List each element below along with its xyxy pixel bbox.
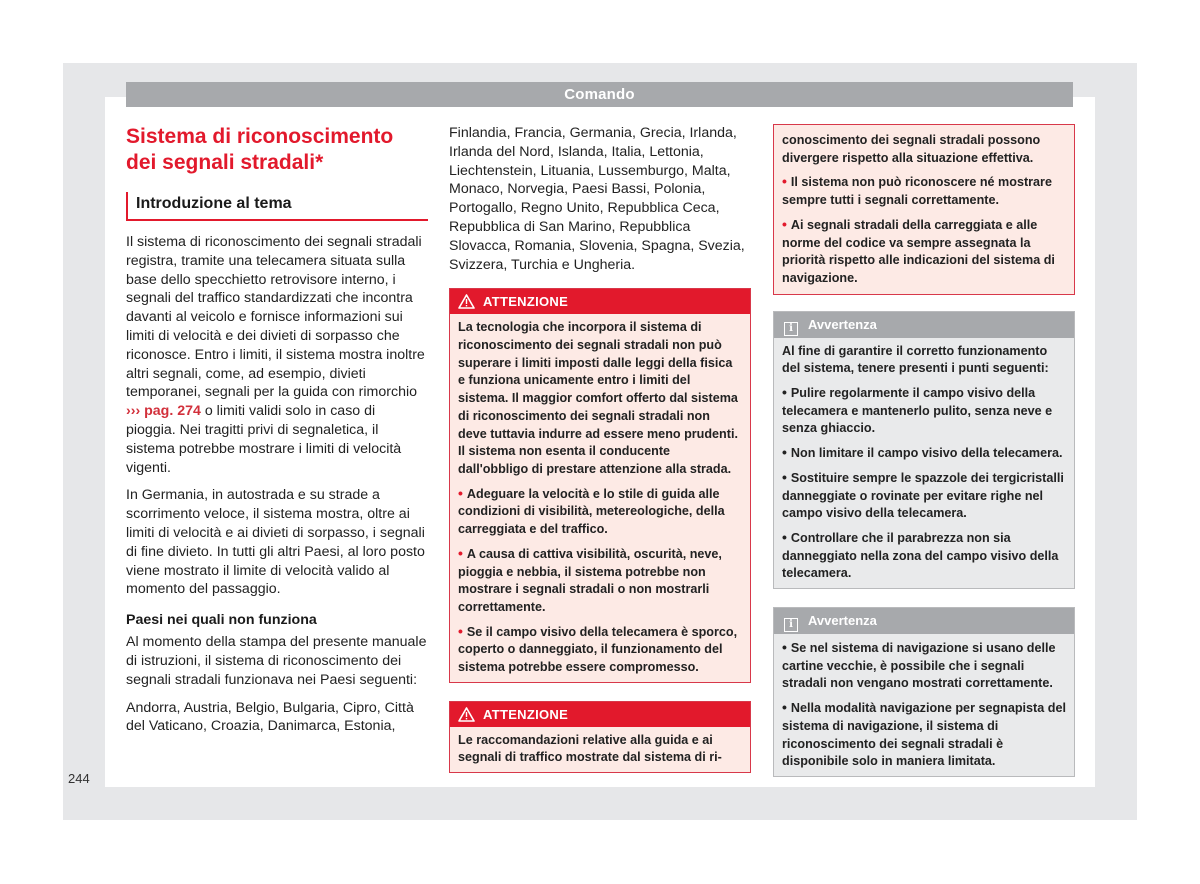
- countries-intro: Al momento della stampa del presente manuale di istruzioni, il sistema di riconoscimento dei segnali stradali funzionava nei Paesi seguenti:: [126, 634, 427, 688]
- info-icon: i: [784, 322, 798, 336]
- bullet-text: Pulire regolarmente il campo visivo della telecamera e mantenerlo pulito, senza neve e senza ghiaccio.: [782, 386, 1053, 436]
- intro-text-end: o limiti validi solo in caso di pioggia. Nei tragitti privi di segnaletica, il sistema potrebbe mostrare i limiti di velocità vigenti.: [126, 403, 402, 476]
- warning-bullet: [458, 485, 742, 539]
- germany-paragraph: In Germania, in autostrada e su strade a scorrimento veloce, il sistema mostra, oltre ai limiti di velocità e ai divieti di sorpasso, i segnali di fine divieto. In tutti gli altri Paesi, al loro posto viene mostrato il limite di velocità valido al momento del passaggio.: [126, 487, 425, 598]
- info-icon: i: [784, 618, 798, 632]
- note-label: Avvertenza: [808, 316, 877, 332]
- bullet-text: Se nel sistema di navigazione si usano delle cartine vecchie, è possibile che i segnali stradali non vengano mostrati correttamente.: [782, 641, 1056, 691]
- bullet-text: Adeguare la velocità e lo stile di guida alle condizioni di visibilità, metereologiche, della carreggiata e del traffico.: [458, 486, 725, 537]
- bullet-icon: •: [782, 444, 787, 461]
- warning-header: [450, 702, 750, 727]
- warning-text: La tecnologia che incorpora il sistema di riconoscimento dei segnali stradali non può superare i limiti imposti dalle leggi della fisica e funziona unicamente entro i limiti del sistema. Il maggior comfort offerto dal sistema di riconoscimento dei segnali stradali non deve tuttavia indurre ad essere meno prudenti. Il sistema non esenta il conducente dall'obbligo di prestare attenzione alla strada.: [458, 320, 738, 476]
- bullet-icon: •: [782, 384, 787, 401]
- warning-header: [450, 289, 750, 314]
- bullet-icon: •: [782, 528, 787, 545]
- bullet-icon: •: [458, 622, 463, 639]
- countries-list-continued: Finlandia, Francia, Germania, Grecia, Irlanda, Irlanda del Nord, Islanda, Italia, Lettonia, Liechtenstein, Lituania, Lussemburgo, Malta, Monaco, Norvegia, Paesi Bassi, Polonia, Portogallo, Regno Unito, Repubblica Ceca, Repubblica di San Marino, Repubblica Slovacca, Romania, Slovenia, Spagna, Svezia, Svizzera, Turchia e Ungheria.: [449, 125, 745, 273]
- note-header: [774, 312, 1074, 338]
- page-reference-link[interactable]: ››› pag. 274: [126, 403, 201, 420]
- bullet-icon: •: [782, 173, 787, 190]
- countries-list-start: Andorra, Austria, Belgio, Bulgaria, Cipro, Città del Vaticano, Croazia, Danimarca, Estonia,: [126, 699, 414, 735]
- column-3: [773, 124, 1075, 777]
- note-bullet: [782, 529, 1066, 583]
- note-box-2: [773, 607, 1075, 777]
- note-header: [774, 608, 1074, 634]
- bullet-text: Ai segnali stradali della carreggiata e alle norme del codice va sempre assegnata la priorità rispetto alle indicazioni del sistema di navigazione.: [782, 217, 1055, 285]
- bullet-icon: •: [782, 639, 787, 656]
- page-number: 244: [68, 771, 90, 786]
- warning-bullet: [458, 545, 742, 617]
- intro-text: Il sistema di riconoscimento dei segnali stradali registra, tramite una telecamera situata sulla base dello specchietto retrovisore interno, i segnali del traffico standardizzati che incontra davanti al veicolo e fornisce informazioni sui limiti di velocità e dei divieti di sorpasso che riconosce. Entro i limiti, il sistema mostra inoltre altri segnali, come, ad esempio, divieti temporanei, segnali per la guida con rimorchio: [126, 234, 425, 401]
- warning-label: ATTENZIONE: [483, 294, 569, 310]
- section-header-bar: [126, 82, 1073, 107]
- bullet-icon: •: [782, 215, 787, 232]
- warning-box-1: [449, 288, 751, 682]
- column-2: [449, 124, 751, 773]
- section-subtitle: Introduzione al tema: [126, 192, 428, 221]
- bullet-icon: •: [782, 468, 787, 485]
- bullet-text: Nella modalità navigazione per segnapista del sistema di navigazione, il sistema di riconoscimento dei segnali stradali è disponibile solo in maniera limitata.: [782, 701, 1066, 769]
- note-bullet: [782, 444, 1066, 463]
- countries-heading: Paesi nei quali non funziona: [126, 612, 317, 629]
- note-box-1: [773, 311, 1075, 589]
- bullet-text: Il sistema non può riconoscere né mostrare sempre tutti i segnali correttamente.: [782, 175, 1052, 208]
- warning-box-2: [449, 701, 751, 773]
- bullet-icon: •: [458, 484, 463, 501]
- warning-bullet: [458, 623, 742, 677]
- note-text: Al fine di garantire il corretto funzionamento del sistema, tenere presenti i punti seguenti:: [782, 343, 1049, 376]
- bullet-text: Sostituire sempre le spazzole dei tergicristalli danneggiate o rovinate per evitare righe nel campo visivo della telecamera.: [782, 470, 1064, 521]
- bullet-icon: •: [458, 544, 463, 561]
- warning-text: Le raccomandazioni relative alla guida e ai segnali di traffico mostrate dal sistema di ri-: [458, 732, 722, 765]
- bullet-text: Controllare che il parabrezza non sia danneggiato nella zona del campo visivo della telecamera.: [782, 530, 1059, 581]
- column-1: [126, 124, 428, 745]
- note-bullet: [782, 469, 1066, 523]
- warning-triangle-icon: [458, 705, 475, 730]
- warning-label: ATTENZIONE: [483, 706, 569, 722]
- bullet-text: Non limitare il campo visivo della telecamera.: [790, 446, 1063, 461]
- note-bullet: [782, 699, 1066, 771]
- warning-bullet: [782, 216, 1066, 288]
- note-label: Avvertenza: [808, 613, 877, 629]
- bullet-text: A causa di cattiva visibilità, oscurità, neve, pioggia e nebbia, il sistema potrebbe non mostrare i segnali stradali o non mostrarli correttamente.: [458, 546, 722, 614]
- bullet-text: Se il campo visivo della telecamera è sporco, coperto o danneggiato, il funzionamento del sistema potrebbe essere compromesso.: [458, 624, 738, 675]
- note-bullet: [782, 384, 1066, 438]
- intro-paragraph: [126, 233, 428, 477]
- page-title: Sistema di riconoscimento dei segnali stradali*: [126, 125, 394, 174]
- warning-triangle-icon: [458, 292, 475, 317]
- warning-bullet: [782, 173, 1066, 209]
- note-bullet: [782, 639, 1066, 693]
- bullet-icon: •: [782, 699, 787, 716]
- warning-text: conoscimento dei segnali stradali possono divergere rispetto alla situazione effettiva.: [782, 133, 1041, 165]
- section-title: Comando: [564, 86, 635, 103]
- warning-box-2-continued: [773, 124, 1075, 295]
